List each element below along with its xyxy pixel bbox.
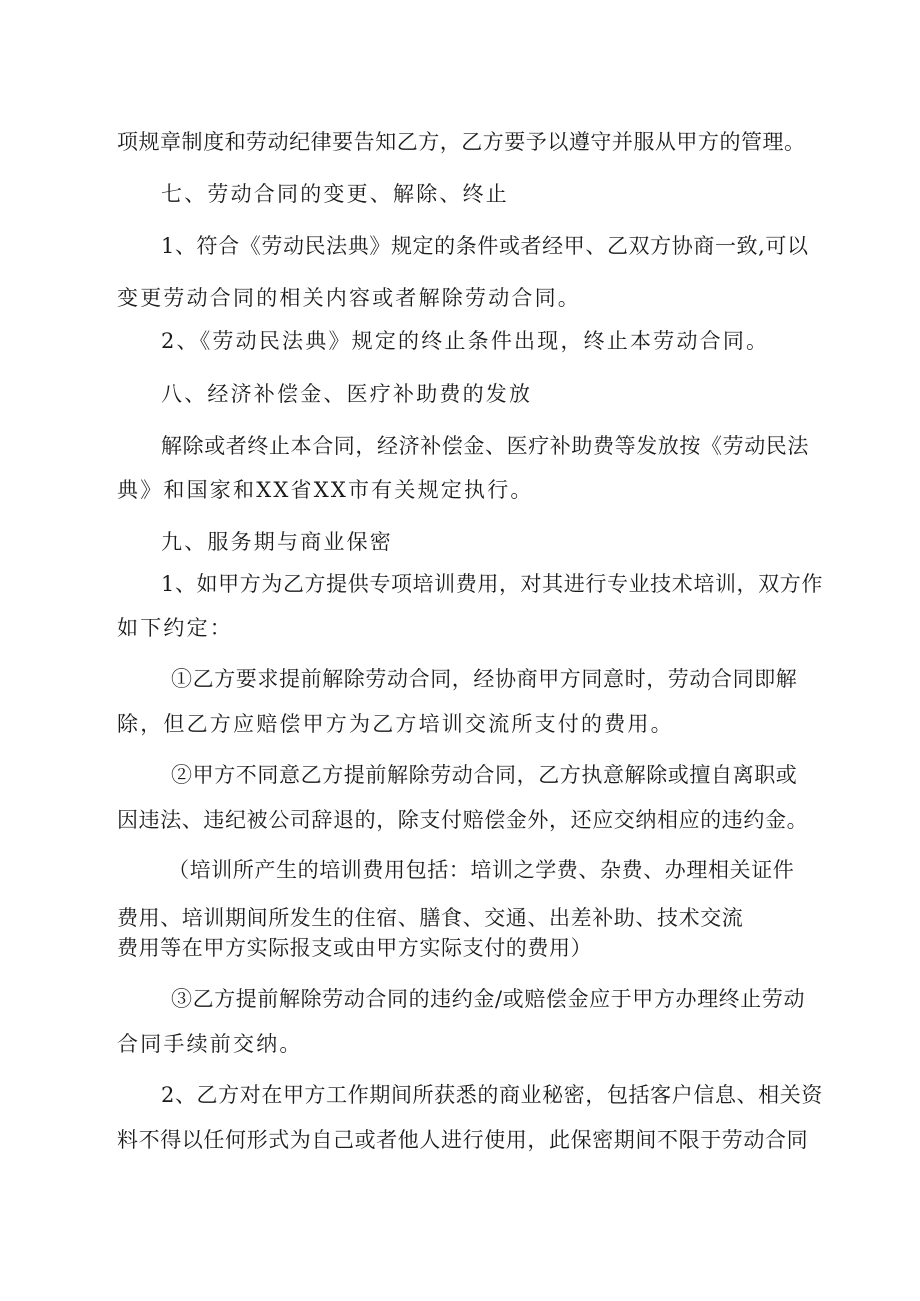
paragraph-line: 1、如甲方为乙方提供专项培训费用，对其进行专业技术培训，双方作 [161, 572, 823, 596]
paragraph-line: 2、《劳动民法典》规定的终止条件出现，终止本劳动合同。 [161, 329, 770, 353]
paragraph-line: 变更劳动合同的相关内容或者解除劳动合同。 [117, 286, 581, 310]
paragraph-line: 料不得以任何形式为自己或者他人进行使用，此保密期间不限于劳动合同 [117, 1128, 809, 1152]
paragraph-line: 除，但乙方应赔偿甲方为乙方培训交流所支付的费用。 [117, 712, 674, 736]
section-heading-7: 七、劳动合同的变更、解除、终止 [161, 182, 509, 206]
paragraph-line: ③乙方提前解除劳动合同的违约金/或赔偿金应于甲方办理终止劳动 [171, 987, 806, 1011]
paragraph-line: 解除或者终止本合同，经济补偿金、医疗补助费等发放按《劳动民法 [161, 434, 809, 458]
section-heading-8: 八、经济补偿金、医疗补助费的发放 [161, 382, 533, 406]
paragraph-line: ②甲方不同意乙方提前解除劳动合同，乙方执意解除或擅自离职或 [171, 763, 798, 787]
paragraph-line: 合同手续前交纳。 [117, 1032, 303, 1056]
paragraph-line: 费用等在甲方实际报支或由甲方实际支付的费用） [117, 936, 593, 960]
paragraph-line: （培训所产生的培训费用包括：培训之学费、杂费、办理相关证件 [168, 858, 795, 882]
paragraph-line: 因违法、违纪被公司辞退的，除支付赔偿金外，还应交纳相应的违约金。 [117, 808, 809, 832]
paragraph-line: ①乙方要求提前解除劳动合同，经协商甲方同意时，劳动合同即解 [171, 667, 798, 691]
paragraph-line: 费用、培训期间所发生的住宿、膳食、交通、出差补助、技术交流 [117, 906, 744, 930]
paragraph-line: 2、乙方对在甲方工作期间所获悉的商业秘密，包括客户信息、相关资 [161, 1083, 823, 1107]
paragraph-line: 1、符合《劳动民法典》规定的条件或者经甲、乙双方协商一致,可以 [161, 234, 809, 258]
section-heading-9: 九、服务期与商业保密 [161, 530, 393, 554]
paragraph-line: 如下约定： [117, 616, 233, 640]
paragraph-line: 典》和国家和XX省XX市有关规定执行。 [117, 478, 534, 502]
paragraph-line: 项规章制度和劳动纪律要告知乙方，乙方要予以遵守并服从甲方的管理。 [117, 130, 805, 154]
